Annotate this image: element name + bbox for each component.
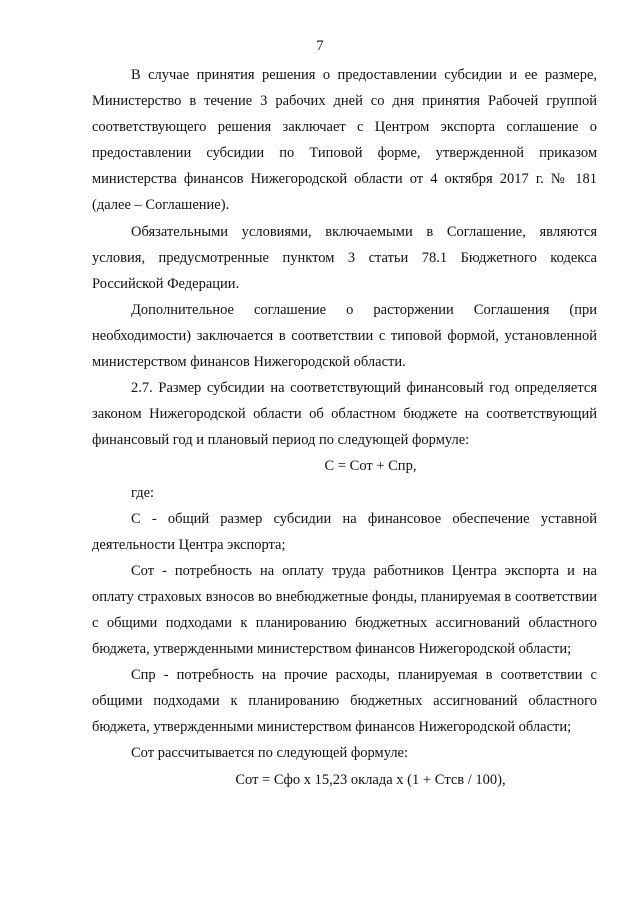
- definition-sot: Сот - потребность на оплату труда работников Центра экспорта и на оплату страховых взносов во внебюджетные фонды, планируемая в соответствии с общими подходами к планированию бюджетных ассигнований областного бюджета, утвержденными министерством финансов Нижегородской области;: [92, 562, 597, 658]
- paragraph-mandatory-conditions: Обязательными условиями, включаемыми в Соглашение, являются условия, предусмотренные пунктом 3 статьи 78.1 Бюджетного кодекса Российской Федерации.: [92, 223, 597, 292]
- document-body: [92, 62, 597, 793]
- paragraph-additional-agreement: Дополнительное соглашение о расторжении Соглашения (при необходимости) заключается в соответствии с типовой формой, установленной министерством финансов Нижегородской области.: [92, 301, 597, 371]
- formula-subsidy-total: С = Сот + Спр,: [324, 458, 417, 475]
- page-number: 7: [316, 38, 324, 54]
- paragraph-subsidy-size: 2.7. Размер субсидии на соответствующий финансовый год определяется законом Нижегородской области об областном бюджете на соответствующий финансовый год и плановый период по следующей формуле:: [92, 380, 597, 449]
- paragraph-subsidy-agreement: В случае принятия решения о предоставлении субсидии и ее размере, Министерство в течение 3 рабочих дней со дня принятия Рабочей группой соответствующего решения заключает с Центром экспорта соглашение о предоставлении субсидии по Типовой форме, утвержденной приказом министерства финансов Нижегородской области от 4 октября 2017 г. № 181 (далее – Соглашение).: [92, 67, 597, 214]
- calc-intro: Сот рассчитывается по следующей формуле:: [131, 745, 409, 762]
- formula-sot: Сот = Сфо x 15,23 оклада x (1 + Cтсв / 100),: [235, 771, 506, 788]
- definition-c: С - общий размер субсидии на финансовое обеспечение уставной деятельности Центра экспорта;: [92, 510, 597, 553]
- definition-spr: Спр - потребность на прочие расходы, планируемая в соответствии с общими подходами к планированию бюджетных ассигнований областного бюджета, утвержденными министерством финансов Нижегородской области;: [92, 667, 597, 736]
- where-label: где:: [131, 484, 155, 501]
